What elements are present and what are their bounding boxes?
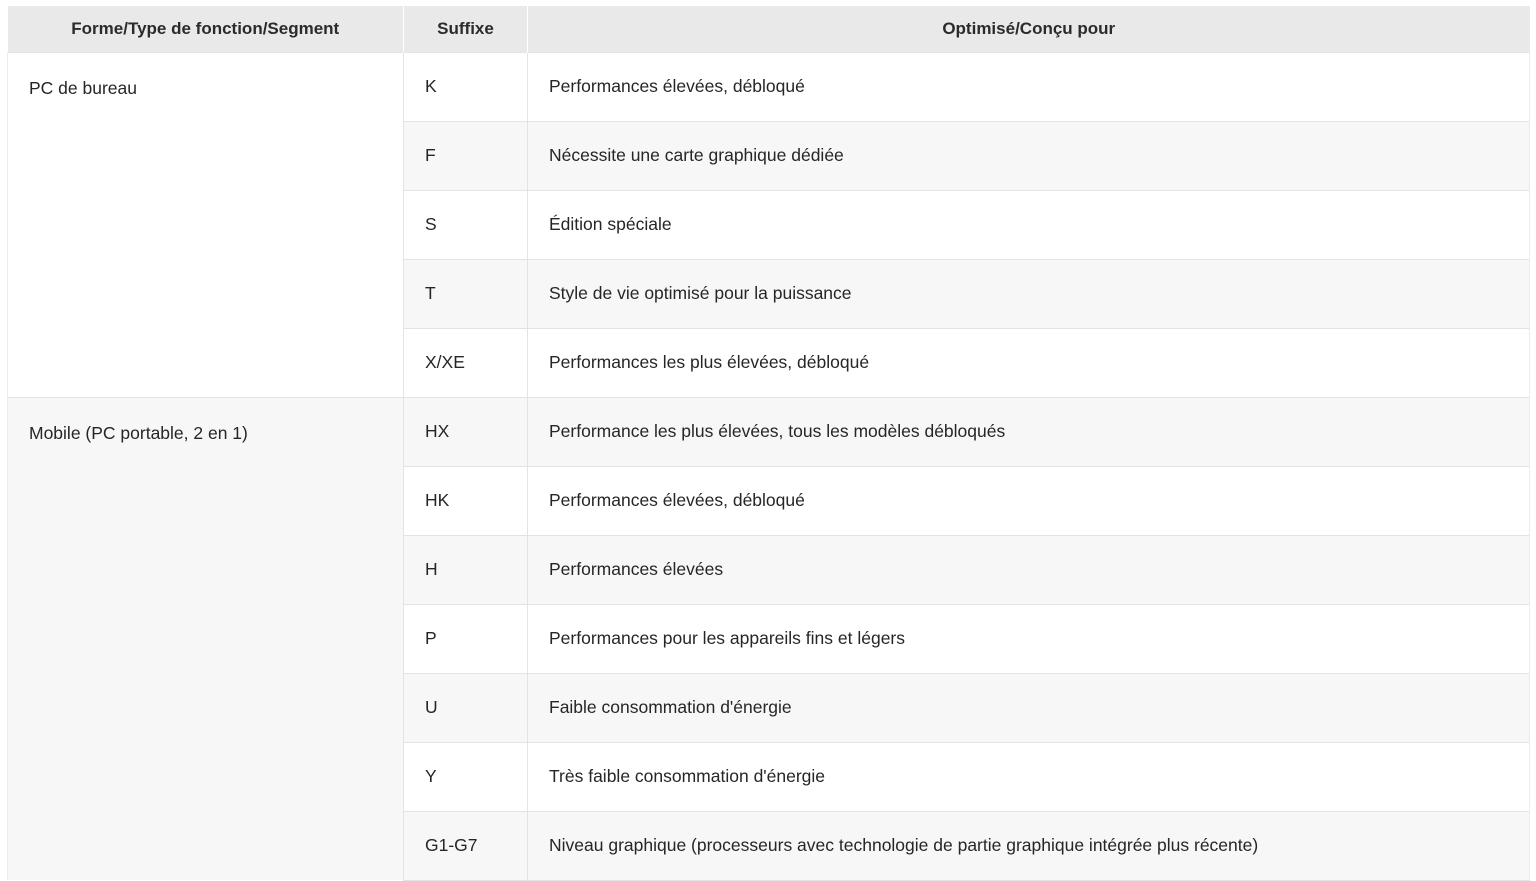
description-cell: Performance les plus élevées, tous les modèles débloqués (528, 397, 1530, 466)
table-header-row (8, 6, 1530, 52)
description-cell: Performances élevées, débloqué (528, 466, 1530, 535)
description-cell: Nécessite une carte graphique dédiée (528, 121, 1530, 190)
description-cell: Performances pour les appareils fins et légers (528, 604, 1530, 673)
suffix-cell: F (404, 121, 528, 190)
suffix-cell: H (404, 535, 528, 604)
segment-cell-mobile: Mobile (PC portable, 2 en 1) (8, 397, 404, 880)
processor-suffix-table (7, 6, 1530, 881)
suffix-cell: Y (404, 742, 528, 811)
suffix-table-container (7, 6, 1529, 881)
suffix-cell: K (404, 52, 528, 121)
description-cell: Faible consommation d'énergie (528, 673, 1530, 742)
suffix-cell: U (404, 673, 528, 742)
description-cell: Performances élevées, débloqué (528, 52, 1530, 121)
description-cell: Édition spéciale (528, 190, 1530, 259)
description-cell: Très faible consommation d'énergie (528, 742, 1530, 811)
description-cell: Performances les plus élevées, débloqué (528, 328, 1530, 397)
header-suffix: Suffixe (404, 6, 528, 52)
description-cell: Performances élevées (528, 535, 1530, 604)
description-cell: Niveau graphique (processeurs avec technologie de partie graphique intégrée plus récente) (528, 811, 1530, 880)
table-row (8, 52, 1530, 121)
suffix-cell: P (404, 604, 528, 673)
suffix-cell: G1-G7 (404, 811, 528, 880)
suffix-cell: HK (404, 466, 528, 535)
suffix-cell: S (404, 190, 528, 259)
suffix-cell: HX (404, 397, 528, 466)
segment-cell-desktop: PC de bureau (8, 52, 404, 397)
table-row (8, 397, 1530, 466)
description-cell: Style de vie optimisé pour la puissance (528, 259, 1530, 328)
suffix-cell: X/XE (404, 328, 528, 397)
header-segment: Forme/Type de fonction/Segment (8, 6, 404, 52)
header-designed-for: Optimisé/Conçu pour (528, 6, 1530, 52)
suffix-cell: T (404, 259, 528, 328)
